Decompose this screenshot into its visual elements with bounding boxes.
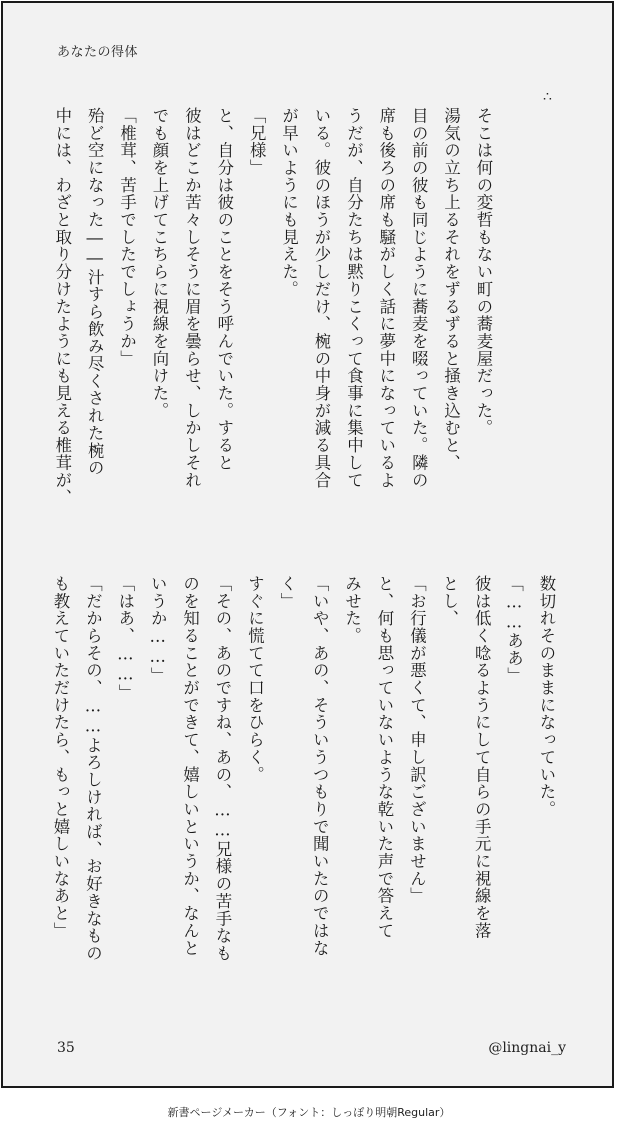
text-column: 彼は低く唸るようにして自らの手元に視線を落 [472, 575, 492, 940]
author-handle: @lingnai_y [488, 1040, 566, 1056]
text-column: 「いや、あの、そういうつもりで聞いたのではな [310, 575, 330, 957]
text-column: 「兄様」 [247, 107, 267, 177]
text-column: すぐに慌てて口をひらく。 [245, 575, 265, 784]
text-column: 席も後ろの席も騒がしく話に夢中になっているよ [376, 107, 396, 489]
text-column: 目の前の彼も同じように蕎麦を啜っていた。隣の [409, 107, 429, 489]
text-column: うだが、自分たちは黙りこくって食事に集中して [344, 107, 364, 489]
scene-break-mark: ∴ [543, 89, 552, 105]
text-column: 湯気の立ち上るそれをずるずると掻き込むと、 [441, 107, 461, 472]
text-column: 「お行儀が悪くて、申し訳ございません」 [407, 575, 427, 905]
text-column: 「はあ、……」 [115, 575, 135, 702]
text-column: 「……ああ」 [504, 575, 524, 685]
text-column: 「その、あのですね、あの、……兄様の苦手なも [213, 575, 232, 962]
text-column: が早いようにも見えた。 [279, 107, 299, 298]
text-column: そこは何の変哲もない町の蕎麦屋だった。 [474, 107, 493, 437]
page-number: 35 [57, 1040, 75, 1056]
text-column: みせた。 [342, 575, 362, 645]
text-column: とし、 [439, 575, 459, 628]
text-column: く」 [277, 575, 297, 610]
text-column: でも顔を上げてこちらに視線を向けた。 [150, 107, 169, 420]
text-column: 殆ど空になった――汁すら飲み尽くされた椀の [85, 107, 105, 477]
text-column: のを知ることができて、嬉しいというか、なんと [180, 575, 200, 957]
text-column: 彼はどこか苦々しそうに眉を曇らせ、しかしそれ [182, 107, 202, 489]
text-column: いる。彼のほうが少しだけ、椀の中身が減る具合 [312, 107, 331, 489]
text-column: と、自分は彼のことをそう呼んでいた。すると [214, 107, 234, 472]
book-page [1, 1, 614, 1088]
text-column: 中には、わざと取り分けたようにも見える椎茸が、 [52, 107, 72, 507]
text-column: と、何も思っていないような乾いた声で答えて [375, 575, 394, 940]
running-title: あなたの得体 [57, 45, 139, 60]
text-column: 数切れそのままになっていた。 [537, 575, 556, 818]
generator-caption: 新書ページメーカー（フォント：しっぽり明朝Regular） [167, 1106, 451, 1119]
text-column: も教えていただけたら、もっと嬉しいなあと」 [51, 575, 70, 940]
text-column: いうか……」 [148, 575, 168, 685]
text-column: 「だからその、……よろしければ、お好きなもの [83, 575, 103, 962]
text-column: 「椎茸、苦手でしたでしょうか」 [117, 107, 137, 368]
